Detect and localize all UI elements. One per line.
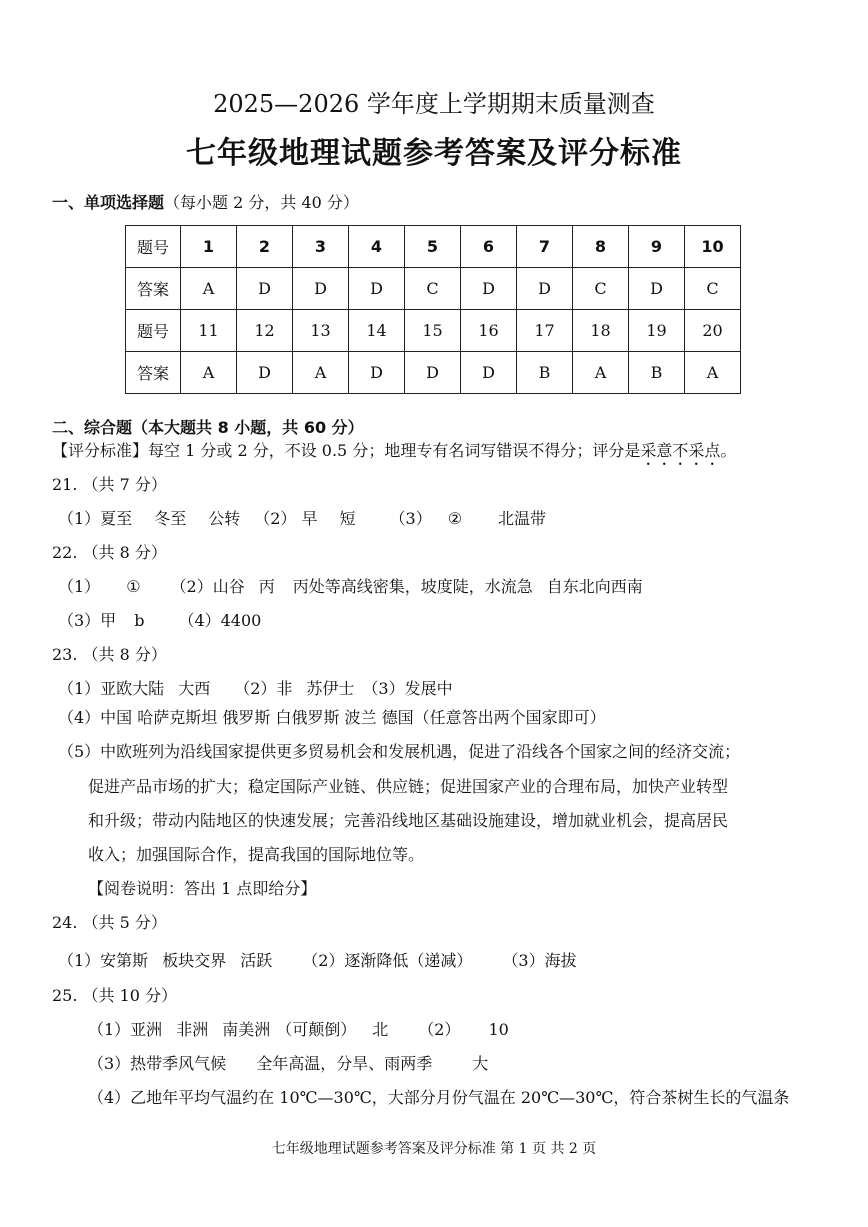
answer-item: 冬至 (154, 509, 187, 528)
q21-heading: 21. （共 7 分） (52, 475, 167, 494)
q23-heading: 23. （共 8 分） (52, 645, 167, 664)
answer-item: （1） (58, 577, 101, 596)
answer-item: 公转 (208, 509, 241, 528)
q25-answers-line1 (88, 1017, 509, 1040)
row-label: 答案 (126, 352, 181, 394)
table-cell: C (405, 268, 461, 310)
table-cell: 17 (517, 310, 573, 352)
table-cell: A (685, 352, 741, 394)
criteria-emphasis: 采意不采点 (640, 441, 721, 460)
answer-item: ② (447, 509, 463, 528)
table-cell: D (461, 268, 517, 310)
section2-title: 二、综合题（本大题共 8 小题，共 60 分） (52, 418, 364, 437)
q23-answers-line1 (58, 676, 453, 699)
criteria-end: 。 (720, 441, 737, 460)
table-cell: 7 (517, 226, 573, 268)
answer-item: （3）发展中 (362, 679, 453, 698)
table-cell: 14 (349, 310, 405, 352)
answer-item: 非洲 (176, 1020, 209, 1039)
answer-item: b (134, 611, 145, 630)
table-cell: A (181, 268, 237, 310)
table-cell: B (517, 352, 573, 394)
q22-answers-line1 (58, 574, 643, 597)
table-cell: 5 (405, 226, 461, 268)
table-cell: D (461, 352, 517, 394)
table-cell: 6 (461, 226, 517, 268)
answer-item: 丙 (258, 577, 275, 596)
table-row (126, 352, 741, 394)
table-cell: C (573, 268, 629, 310)
answer-item: （3）热带季风气候 (88, 1054, 227, 1073)
answer-item: 10 (488, 1020, 509, 1039)
answer-item: 短 (339, 509, 356, 528)
q23-answers-line3: （5）中欧班列为沿线国家提供更多贸易机会和发展机遇，促进了沿线各个国家之间的经济交流； (58, 742, 741, 761)
scoring-criteria (52, 438, 736, 469)
table-cell: D (237, 268, 293, 310)
table-cell: 12 (237, 310, 293, 352)
answer-item: （2）逐渐降低（递减） (302, 951, 473, 970)
q22-heading: 22. （共 8 分） (52, 543, 167, 562)
q25-answers-line3: （4）乙地年平均气温约在 10℃—30℃，大部分月份气温在 20℃—30℃，符合茶树生长的气温条 (88, 1088, 790, 1107)
section1-note: （每小题 2 分，共 40 分） (164, 193, 359, 212)
answer-item: 丙处等高线密集，坡度陡，水流急 (292, 577, 533, 596)
table-cell: D (349, 352, 405, 394)
answer-item: （1）亚欧大陆 (58, 679, 165, 698)
table-cell: 10 (685, 226, 741, 268)
table-cell: 4 (349, 226, 405, 268)
table-cell: A (181, 352, 237, 394)
table-cell: 11 (181, 310, 237, 352)
table-cell: A (293, 352, 349, 394)
q24-heading: 24. （共 5 分） (52, 913, 167, 932)
table-cell: 13 (293, 310, 349, 352)
answer-item: 北温带 (498, 509, 547, 528)
row-label: 题号 (126, 310, 181, 352)
q23-grading-note: 【阅卷说明：答出 1 点即给分】 (88, 879, 317, 898)
table-row (126, 226, 741, 268)
table-cell: 19 (629, 310, 685, 352)
q24-answers (58, 948, 577, 971)
q23-answers-line5: 和升级；带动内陆地区的快速发展；完善沿线地区基础设施建设，增加就业机会，提高居民 (88, 811, 729, 830)
table-row (126, 310, 741, 352)
table-cell: B (629, 352, 685, 394)
q21-answers (58, 506, 546, 529)
answer-item: （1）安第斯 (58, 951, 149, 970)
document-title: 七年级地理试题参考答案及评分标准 (186, 136, 682, 171)
table-cell: 3 (293, 226, 349, 268)
table-row (126, 268, 741, 310)
answer-item: （4）4400 (178, 611, 262, 630)
answer-item: （2）非 (234, 679, 293, 698)
row-label: 题号 (126, 226, 181, 268)
table-cell: 9 (629, 226, 685, 268)
table-cell: D (237, 352, 293, 394)
answer-item: 活跃 (240, 951, 273, 970)
table-cell: 20 (685, 310, 741, 352)
table-cell: C (685, 268, 741, 310)
table-cell: A (573, 352, 629, 394)
answer-item: 苏伊士 (306, 679, 355, 698)
q25-heading: 25. （共 10 分） (52, 986, 178, 1005)
criteria-text: 【评分标准】每空 1 分或 2 分，不设 0.5 分；地理专有名词写错误不得分；评分是 (52, 441, 641, 460)
row-label: 答案 (126, 268, 181, 310)
answer-item: （1）亚洲 (88, 1020, 163, 1039)
table-cell: 15 (405, 310, 461, 352)
answer-item: （可颠倒） (276, 1020, 357, 1039)
answer-item: 板块交界 (162, 951, 227, 970)
answer-item: 大西 (178, 679, 211, 698)
section1-heading (52, 190, 359, 213)
answer-item: （3） (389, 509, 432, 528)
answer-item: 全年高温，分旱、雨两季 (256, 1054, 433, 1073)
q23-answers-line4: 促进产品市场的扩大；稳定国际产业链、供应链；促进国家产业的合理布局，加快产业转型 (88, 777, 729, 796)
table-cell: D (405, 352, 461, 394)
answer-item: 北 (372, 1020, 389, 1039)
q25-answers-line2 (88, 1051, 488, 1074)
section1-title: 一、单项选择题 (52, 193, 165, 212)
table-cell: D (349, 268, 405, 310)
exam-title: 2025—2026 学年度上学期期末质量测查 (213, 90, 655, 118)
q23-answers-line6: 收入；加强国际合作，提高我国的国际地位等。 (88, 845, 425, 864)
answer-item: （3）海拔 (502, 951, 577, 970)
table-cell: D (293, 268, 349, 310)
answer-item: （2） (418, 1020, 461, 1039)
table-cell: D (517, 268, 573, 310)
table-cell: 16 (461, 310, 517, 352)
q23-answers-line2: （4）中国 哈萨克斯坦 俄罗斯 白俄罗斯 波兰 德国（任意答出两个国家即可） (58, 708, 606, 727)
answer-item: 自东北向西南 (546, 577, 643, 596)
answer-table (125, 225, 741, 394)
q22-answers-line2 (58, 608, 261, 631)
answer-item: （3）甲 (58, 611, 117, 630)
answer-item: （1）夏至 (58, 509, 133, 528)
answer-item: （2） 早 (254, 509, 318, 528)
table-cell: 8 (573, 226, 629, 268)
table-cell: 18 (573, 310, 629, 352)
page-footer: 七年级地理试题参考答案及评分标准 第 1 页 共 2 页 (271, 1141, 597, 1157)
table-cell: 2 (237, 226, 293, 268)
answer-item: ① (126, 577, 141, 596)
section2-heading (52, 415, 364, 438)
answer-item: 南美洲 (222, 1020, 271, 1039)
answer-item: 大 (472, 1054, 489, 1073)
table-cell: 1 (181, 226, 237, 268)
answer-item: （2）山谷 (170, 577, 245, 596)
table-cell: D (629, 268, 685, 310)
